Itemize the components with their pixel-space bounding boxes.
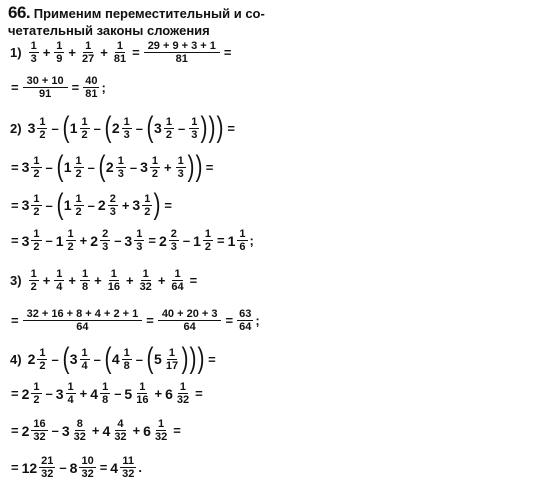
operator: – — [45, 159, 53, 175]
numerator: 10 — [81, 455, 94, 467]
operator: = — [227, 120, 235, 136]
operator: = — [11, 386, 19, 401]
exercise-title-line-1: Применим переместительный и со- — [33, 6, 265, 21]
parenthesis: ( — [146, 111, 154, 144]
operator: = — [11, 313, 19, 328]
fraction — [31, 418, 47, 443]
parenthesis: ) — [153, 188, 161, 221]
operator: – — [135, 351, 144, 367]
mixed-whole-part: 8 — [69, 459, 78, 476]
numerator: 32 + 16 + 8 + 4 + 2 + 1 — [23, 308, 143, 321]
punctuation: . — [138, 460, 142, 475]
denominator: 2 — [30, 281, 37, 293]
fraction — [39, 455, 55, 480]
numerator: 1 — [30, 268, 37, 280]
denominator: 3 — [117, 167, 124, 180]
denominator: 64 — [171, 281, 184, 293]
formula-line — [8, 381, 206, 406]
fraction — [112, 418, 128, 443]
fraction — [80, 347, 90, 372]
fraction — [37, 116, 47, 141]
denominator: 2 — [33, 241, 40, 253]
denominator: 3 — [30, 53, 37, 65]
numerator: 1 — [33, 154, 40, 167]
operator: = — [225, 313, 234, 328]
numerator: 1 — [139, 381, 146, 393]
numerator: 40 + 20 + 3 — [158, 308, 222, 321]
denominator: 32 — [114, 431, 127, 443]
fraction — [144, 40, 220, 65]
operator: = — [99, 460, 108, 475]
denominator: 2 — [204, 241, 212, 253]
denominator: 2 — [81, 128, 88, 141]
denominator: 3 — [136, 241, 143, 253]
operator: = — [11, 460, 19, 475]
fraction — [153, 418, 169, 443]
parenthesis: ) — [189, 342, 197, 375]
numerator: 1 — [136, 228, 143, 240]
formula-line — [8, 75, 107, 100]
denominator: 64 — [239, 321, 252, 333]
mixed-whole-part: 5 — [154, 351, 162, 367]
formula-line — [8, 308, 261, 333]
operator: = — [173, 423, 181, 438]
operator: + — [154, 386, 163, 401]
fraction — [122, 116, 132, 141]
numerator: 40 — [85, 75, 98, 87]
numerator: 1 — [179, 381, 187, 393]
denominator: 2 — [33, 205, 40, 218]
formula-line — [8, 455, 143, 480]
numerator: 1 — [204, 228, 212, 240]
fraction — [106, 268, 122, 293]
fraction — [150, 155, 160, 180]
operator: – — [45, 233, 53, 248]
mixed-whole-part: 4 — [110, 459, 119, 476]
denominator: 16 — [107, 281, 120, 293]
denominator: 3 — [102, 241, 109, 253]
numerator: 1 — [144, 192, 151, 205]
numerator: 16 — [33, 418, 46, 430]
fraction — [134, 228, 144, 253]
fraction — [189, 116, 199, 141]
mixed-whole-part: 3 — [140, 159, 148, 175]
operator: = — [71, 80, 80, 95]
fraction — [83, 75, 99, 100]
fraction — [203, 228, 213, 253]
fraction — [31, 228, 41, 253]
operator: = — [205, 159, 214, 175]
mixed-whole-part: 1 — [55, 232, 64, 249]
denominator: 8 — [123, 359, 130, 372]
numerator: 1 — [39, 346, 46, 359]
mixed-whole-part: 3 — [124, 232, 133, 249]
operator: + — [132, 423, 141, 438]
operator: – — [45, 386, 53, 401]
numerator: 29 + 9 + 3 + 1 — [144, 40, 220, 53]
operator: – — [182, 233, 191, 248]
fraction — [79, 455, 95, 480]
parenthesis: ( — [62, 342, 70, 375]
fraction — [169, 228, 179, 253]
operator: = — [146, 313, 154, 328]
fraction — [164, 347, 180, 372]
numerator: 1 — [158, 418, 165, 430]
mixed-whole-part: 3 — [154, 120, 162, 136]
operator: – — [93, 120, 101, 136]
operator: + — [68, 273, 76, 288]
operator: – — [114, 386, 122, 401]
numerator: 1 — [33, 192, 40, 205]
denominator: 3 — [177, 167, 184, 180]
numerator: 1 — [191, 115, 198, 128]
mixed-whole-part: 2 — [21, 422, 30, 439]
item-label: 3) — [10, 273, 22, 288]
mixed-whole-part: 3 — [21, 159, 30, 175]
operator: + — [79, 233, 88, 248]
numerator: 1 — [168, 346, 176, 359]
numerator: 1 — [82, 268, 89, 280]
punctuation: ; — [101, 80, 106, 95]
fraction — [29, 268, 39, 293]
denominator: 81 — [175, 53, 188, 65]
numerator: 1 — [33, 381, 40, 393]
numerator: 1 — [30, 40, 37, 52]
denominator: 32 — [41, 468, 54, 480]
parenthesis: ( — [56, 188, 64, 221]
numerator: 1 — [165, 115, 172, 128]
operator: – — [177, 120, 186, 136]
numerator: 1 — [239, 228, 246, 240]
numerator: 1 — [56, 40, 63, 52]
denominator: 2 — [165, 128, 172, 141]
denominator: 64 — [76, 321, 89, 333]
parenthesis: ) — [216, 111, 224, 144]
denominator: 32 — [176, 394, 190, 406]
fraction — [175, 381, 191, 406]
denominator: 6 — [239, 241, 246, 253]
denominator: 2 — [67, 241, 74, 253]
fraction — [122, 347, 132, 372]
numerator: 1 — [81, 115, 88, 128]
numerator: 21 — [41, 455, 54, 467]
mixed-whole-part: 3 — [21, 197, 30, 213]
mixed-whole-part: 4 — [90, 385, 99, 402]
mixed-whole-part: 1 — [63, 197, 72, 213]
parenthesis: ) — [208, 111, 216, 144]
item-label: 1) — [10, 45, 22, 60]
denominator: 8 — [82, 281, 89, 293]
mixed-whole-part: 6 — [165, 385, 173, 402]
fraction — [80, 268, 90, 293]
parenthesis: ( — [146, 342, 154, 375]
denominator: 17 — [165, 359, 179, 372]
denominator: 32 — [81, 468, 94, 480]
parenthesis: ( — [104, 111, 112, 144]
operator: + — [94, 273, 102, 288]
parenthesis: ) — [181, 342, 189, 375]
mixed-whole-part: 2 — [21, 385, 30, 402]
mixed-whole-part: 1 — [69, 120, 78, 136]
mixed-whole-part: 3 — [69, 351, 78, 367]
numerator: 1 — [39, 115, 46, 128]
fraction — [66, 381, 76, 406]
operator: – — [93, 351, 101, 367]
fraction — [237, 308, 253, 333]
exercise-number: 66. — [8, 3, 31, 22]
numerator: 8 — [76, 418, 83, 430]
operator: = — [208, 351, 216, 367]
fraction — [31, 381, 41, 406]
mixed-whole-part: 1 — [227, 232, 236, 249]
numerator: 1 — [117, 154, 124, 167]
denominator: 3 — [123, 128, 130, 141]
operator: + — [79, 386, 88, 401]
operator: + — [42, 45, 51, 60]
fraction — [138, 268, 154, 293]
operator: – — [135, 120, 144, 136]
operator: + — [91, 423, 100, 438]
operator: + — [121, 197, 130, 213]
mixed-whole-part: 3 — [21, 232, 30, 249]
fraction — [169, 268, 185, 293]
operator: = — [195, 386, 203, 401]
fraction — [66, 228, 76, 253]
denominator: 3 — [191, 128, 198, 141]
parenthesis: ) — [195, 150, 203, 183]
mixed-whole-part: 3 — [55, 385, 64, 402]
operator: = — [164, 197, 172, 213]
operator: – — [59, 460, 67, 475]
operator: = — [11, 159, 19, 175]
operator: – — [87, 159, 95, 175]
denominator: 2 — [39, 128, 46, 141]
operator: = — [189, 273, 198, 288]
numerator: 2 — [102, 228, 109, 240]
operator: = — [11, 197, 19, 213]
denominator: 32 — [33, 431, 46, 443]
numerator: 30 + 10 — [23, 75, 68, 88]
item-label: 4) — [10, 351, 22, 367]
fraction — [100, 228, 110, 253]
numerator: 1 — [116, 40, 124, 52]
denominator: 2 — [75, 205, 82, 218]
operator: – — [45, 197, 53, 213]
denominator: 2 — [151, 167, 158, 180]
parenthesis: ) — [197, 342, 205, 375]
fraction — [31, 193, 41, 218]
numerator: 1 — [67, 228, 74, 240]
fraction — [164, 116, 174, 141]
operator: = — [223, 45, 232, 60]
operator: – — [114, 233, 122, 248]
operator: + — [157, 273, 166, 288]
fraction — [54, 40, 64, 65]
exercise-title-line-2: четательный законы сложения — [8, 23, 210, 38]
denominator: 64 — [183, 321, 196, 333]
parenthesis: ( — [98, 150, 106, 183]
operator: + — [100, 45, 108, 60]
mixed-whole-part: 4 — [102, 422, 111, 439]
parenthesis: ( — [104, 342, 112, 375]
denominator: 2 — [33, 167, 40, 180]
numerator: 1 — [123, 346, 130, 359]
formula-line — [8, 418, 184, 443]
denominator: 4 — [67, 394, 74, 406]
operator: + — [68, 45, 76, 60]
fraction — [74, 193, 84, 218]
formula-line — [8, 152, 216, 182]
numerator: 1 — [142, 268, 149, 280]
parenthesis: ) — [187, 150, 195, 183]
operator: = — [11, 80, 19, 95]
exercise-header — [8, 5, 265, 22]
numerator: 1 — [102, 381, 109, 393]
operator: + — [125, 273, 134, 288]
denominator: 81 — [85, 88, 98, 100]
denominator: 4 — [56, 281, 63, 293]
denominator: 2 — [39, 359, 46, 372]
formula-line — [10, 40, 234, 65]
denominator: 4 — [81, 359, 88, 372]
numerator: 1 — [81, 346, 88, 359]
formula-line — [8, 190, 175, 220]
numerator: 1 — [123, 115, 130, 128]
denominator: 2 — [144, 205, 151, 218]
fraction — [142, 193, 152, 218]
fraction — [176, 155, 186, 180]
numerator: 1 — [151, 154, 158, 167]
parenthesis: ( — [56, 150, 64, 183]
fraction — [29, 40, 39, 65]
mixed-whole-part: 3 — [27, 120, 36, 136]
fraction — [108, 193, 118, 218]
fraction — [80, 116, 90, 141]
mixed-whole-part: 5 — [124, 385, 133, 402]
numerator: 2 — [170, 228, 177, 240]
formula-line — [10, 268, 200, 293]
item-label: 2) — [10, 120, 22, 136]
operator: – — [51, 120, 59, 136]
operator: = — [132, 45, 140, 60]
mixed-whole-part: 1 — [63, 159, 72, 175]
mixed-whole-part: 2 — [111, 120, 120, 136]
mixed-whole-part: 6 — [143, 422, 151, 439]
numerator: 63 — [239, 308, 252, 320]
numerator: 2 — [109, 192, 116, 205]
operator: + — [163, 159, 172, 175]
punctuation: ; — [255, 313, 260, 328]
denominator: 3 — [170, 241, 177, 253]
denominator: 9 — [56, 53, 63, 65]
denominator: 91 — [38, 88, 52, 100]
numerator: 1 — [75, 192, 82, 205]
numerator: 1 — [67, 381, 74, 393]
numerator: 1 — [56, 268, 63, 280]
numerator: 1 — [75, 154, 82, 167]
fraction — [134, 381, 150, 406]
denominator: 2 — [33, 394, 40, 406]
fraction — [80, 40, 96, 65]
fraction — [120, 455, 136, 480]
operator: – — [129, 159, 138, 175]
denominator: 27 — [82, 53, 95, 65]
numerator: 1 — [110, 268, 117, 280]
mixed-whole-part: 12 — [21, 459, 38, 476]
mixed-whole-part: 2 — [158, 232, 167, 249]
operator: – — [87, 197, 95, 213]
numerator: 1 — [33, 228, 40, 240]
fraction — [158, 308, 222, 333]
operator: = — [11, 423, 19, 438]
denominator: 32 — [139, 281, 152, 293]
numerator: 1 — [174, 268, 181, 280]
mixed-whole-part: 2 — [27, 351, 36, 367]
fraction — [23, 308, 143, 333]
fraction — [116, 155, 126, 180]
numerator: 11 — [122, 455, 135, 467]
operator: + — [42, 273, 51, 288]
mixed-whole-part: 3 — [61, 422, 70, 439]
mixed-whole-part: 4 — [111, 351, 120, 367]
operator: = — [148, 233, 156, 248]
denominator: 32 — [154, 431, 168, 443]
denominator: 32 — [73, 431, 86, 443]
fraction — [237, 228, 247, 253]
formula-line — [10, 113, 238, 143]
fraction — [23, 75, 68, 100]
formula-line — [10, 344, 219, 374]
punctuation: ; — [249, 233, 254, 248]
parenthesis: ) — [200, 111, 208, 144]
numerator: 4 — [117, 418, 124, 430]
operator: = — [11, 233, 19, 248]
mixed-whole-part: 2 — [97, 197, 106, 213]
denominator: 16 — [136, 394, 149, 406]
numerator: 1 — [85, 40, 92, 52]
fraction — [100, 381, 110, 406]
operator: – — [51, 423, 59, 438]
operator: – — [51, 351, 59, 367]
denominator: 8 — [102, 394, 109, 406]
denominator: 32 — [122, 468, 135, 480]
fraction — [54, 268, 64, 293]
fraction — [112, 40, 128, 65]
denominator: 3 — [109, 205, 116, 218]
mixed-whole-part: 3 — [132, 197, 141, 213]
parenthesis: ( — [62, 111, 70, 144]
fraction — [74, 155, 84, 180]
fraction — [72, 418, 88, 443]
denominator: 81 — [113, 53, 127, 65]
formula-line — [8, 228, 255, 253]
denominator: 2 — [75, 167, 82, 180]
operator: = — [217, 233, 225, 248]
mixed-whole-part: 2 — [105, 159, 114, 175]
numerator: 1 — [177, 154, 184, 167]
fraction — [31, 155, 41, 180]
fraction — [37, 347, 47, 372]
mixed-whole-part: 2 — [90, 232, 99, 249]
mixed-whole-part: 1 — [193, 232, 201, 249]
